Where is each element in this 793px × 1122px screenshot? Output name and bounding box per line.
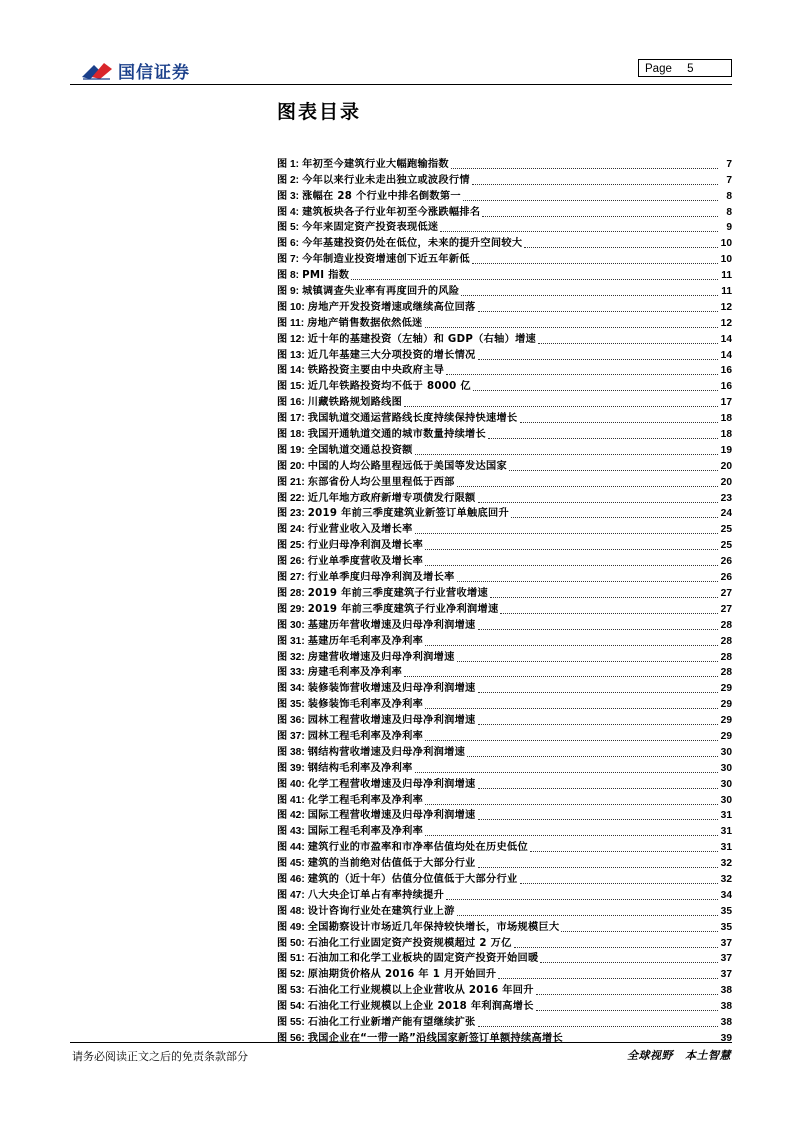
toc-entry-leader	[478, 819, 718, 820]
toc-entry[interactable]	[277, 266, 732, 282]
toc-entry-page: 28	[720, 635, 732, 647]
toc-entry-label: 图 30:	[277, 619, 305, 631]
toc-entry-label: 图 19:	[277, 444, 305, 456]
toc-entry-page: 26	[720, 556, 732, 568]
toc-entry-label: 图 42:	[277, 810, 305, 822]
brand-logo-icon	[80, 59, 114, 81]
toc-entry-leader	[461, 295, 718, 296]
footer-divider	[70, 1042, 732, 1043]
toc-entry-leader	[425, 804, 718, 805]
toc-entry-title: 石油化工行业规模以上企业营收从 2016 年回升	[307, 985, 534, 997]
toc-entry-label: 图 35:	[277, 699, 305, 711]
toc-entry-title: 铁路投资主要由中央政府主导	[307, 365, 445, 377]
toc-entry-page: 24	[720, 508, 732, 520]
toc-entry[interactable]	[277, 743, 732, 759]
toc-entry-page: 18	[720, 413, 732, 425]
page-number: 5	[687, 63, 694, 75]
toc-entry-page: 9	[726, 222, 732, 234]
toc-entry[interactable]	[277, 679, 732, 695]
toc-entry[interactable]	[277, 155, 732, 171]
toc-entry-page: 23	[720, 492, 732, 504]
toc-entry-leader	[478, 311, 718, 312]
toc-entry-leader	[425, 565, 718, 566]
toc-entry-leader	[520, 422, 719, 423]
toc-entry-page: 38	[720, 1001, 732, 1013]
toc-entry-page: 34	[720, 889, 732, 901]
toc-entry-title: 涨幅在 28 个行业中排名倒数第一	[302, 190, 461, 202]
toc-entry-label: 图 15:	[277, 381, 305, 393]
toc-entry-page: 35	[720, 921, 732, 933]
brand-name: 国信证券	[118, 62, 190, 83]
toc-entry-leader	[425, 549, 718, 550]
toc-entry-page: 11	[721, 270, 732, 282]
toc-entry-page: 31	[720, 810, 732, 822]
toc-entry-label: 图 38:	[277, 746, 305, 758]
toc-entry[interactable]	[277, 219, 732, 235]
toc-entry-title: 行业营业收入及增长率	[307, 524, 413, 536]
toc-entry-leader	[478, 867, 718, 868]
toc-entry-label: 图 11:	[277, 317, 305, 329]
toc-entry-label: 图 21:	[277, 476, 305, 488]
toc-entry-page: 19	[720, 444, 732, 456]
toc-entry-title: 建筑的（近十年）估值分位值低于大部分行业	[307, 873, 518, 885]
toc-entry-page: 12	[720, 317, 732, 329]
toc-entry[interactable]	[277, 536, 732, 552]
toc-entry-leader	[404, 676, 718, 677]
toc-entry-leader	[425, 327, 718, 328]
page-title: 图表目录	[277, 101, 362, 123]
toc-entry-title: 房地产销售数据依然低迷	[307, 317, 423, 329]
toc-entry[interactable]	[277, 997, 732, 1013]
toc-entry-leader	[540, 962, 718, 963]
toc-entry-title: 化学工程毛利率及净利率	[307, 794, 424, 806]
toc-entry-title: 2019 年前三季度建筑子行业净利润增速	[307, 603, 499, 615]
toc-entry-title: 国际工程营收增速及归母净利润增速	[307, 810, 476, 822]
toc-entry-leader	[498, 978, 718, 979]
toc-entry-label: 图 52:	[277, 969, 305, 981]
toc-entry-title: 近几年铁路投资均不低于 8000 亿	[307, 381, 471, 393]
toc-entry-leader	[478, 692, 718, 693]
toc-entry-label: 图 3:	[277, 190, 300, 202]
toc-entry-label: 图 16:	[277, 397, 305, 409]
toc-entry-title: 钢结构营收增速及归母净利润增速	[307, 746, 466, 758]
toc-entry[interactable]	[277, 838, 732, 854]
toc-entry[interactable]	[277, 981, 732, 997]
toc-entry[interactable]	[277, 298, 732, 314]
toc-entry[interactable]	[277, 282, 732, 298]
toc-entry-label: 图 36:	[277, 715, 305, 727]
toc-entry-title: 石油化工行业固定资产投资规模超过 2 万亿	[307, 937, 512, 949]
toc-entry-page: 25	[720, 524, 732, 536]
toc-entry[interactable]	[277, 234, 732, 250]
toc-entry-label: 图 7:	[277, 254, 300, 266]
toc-entry-label: 图 44:	[277, 842, 305, 854]
toc-entry-leader	[440, 231, 718, 232]
toc-entry-page: 7	[726, 174, 732, 186]
toc-entry-page: 16	[720, 381, 732, 393]
toc-entry[interactable]	[277, 822, 732, 838]
toc-entry-label: 图 53:	[277, 985, 305, 997]
toc-entry-leader	[482, 216, 718, 217]
toc-entry[interactable]	[277, 171, 732, 187]
toc-entry-label: 图 14:	[277, 365, 305, 377]
toc-entry-title: 基建历年毛利率及净利率	[307, 635, 424, 647]
toc-entry-leader	[457, 661, 718, 662]
toc-entry-title: 石油化工行业新增产能有望继续扩张	[307, 1016, 476, 1028]
toc-entry-title: 川藏铁路规划路线图	[307, 397, 403, 409]
toc-entry-title: 今年基建投资仍处在低位，未来的提升空间较大	[302, 238, 523, 250]
toc-entry-leader	[478, 788, 718, 789]
toc-entry-page: 31	[720, 826, 732, 838]
toc-entry-leader	[415, 772, 718, 773]
toc-entry-page: 11	[721, 286, 732, 298]
toc-entry-label: 图 6:	[277, 238, 300, 250]
toc-entry-label: 图 25:	[277, 540, 305, 552]
toc-entry-page: 29	[720, 715, 732, 727]
toc-entry-page: 16	[720, 365, 732, 377]
toc-entry[interactable]	[277, 187, 732, 203]
toc-entry-label: 图 1:	[277, 158, 300, 170]
toc-entry-title: 行业单季度归母净利润及增长率	[307, 572, 455, 584]
brand-logo	[80, 58, 190, 82]
footer-slogan	[627, 1047, 731, 1063]
toc-entry-leader	[415, 454, 718, 455]
toc-entry-title: 东部省份人均公里里程低于西部	[307, 476, 455, 488]
toc-entry-page: 30	[720, 794, 732, 806]
toc-entry-label: 图 18:	[277, 429, 305, 441]
toc-entry-title: 行业单季度营收及增长率	[307, 556, 424, 568]
toc-entry-label: 图 20:	[277, 460, 305, 472]
toc-entry-page: 8	[726, 206, 732, 218]
toc-entry-leader	[478, 724, 718, 725]
toc-entry-page: 29	[720, 699, 732, 711]
toc-entry-page: 10	[720, 238, 732, 250]
toc-entry[interactable]	[277, 409, 732, 425]
toc-entry[interactable]	[277, 520, 732, 536]
toc-entry-title: 设计咨询行业处在建筑行业上游	[307, 905, 455, 917]
toc-entry-label: 图 48:	[277, 905, 305, 917]
toc-entry-label: 图 24:	[277, 524, 305, 536]
toc-entry-leader	[511, 517, 718, 518]
toc-entry[interactable]	[277, 807, 732, 823]
toc-entry-label: 图 33:	[277, 667, 305, 679]
toc-entry-leader	[425, 835, 718, 836]
toc-entry-title: 钢结构毛利率及净利率	[307, 762, 413, 774]
toc-entry[interactable]	[277, 441, 732, 457]
toc-entry[interactable]	[277, 505, 732, 521]
toc-entry-page: 8	[726, 190, 732, 202]
toc-entry[interactable]	[277, 568, 732, 584]
toc-entry-leader	[538, 343, 718, 344]
toc-entry[interactable]	[277, 489, 732, 505]
toc-entry[interactable]	[277, 425, 732, 441]
toc-entry[interactable]	[277, 727, 732, 743]
toc-entry-leader	[524, 247, 718, 248]
header-divider	[70, 84, 732, 85]
toc-entry-page: 29	[720, 683, 732, 695]
toc-entry-label: 图 9:	[277, 286, 300, 298]
toc-entry-title: 2019 年前三季度建筑业新签订单触底回升	[307, 508, 509, 520]
page-indicator	[638, 59, 732, 77]
toc-entry-title: 房地产开发投资增速或继续高位回落	[307, 301, 476, 313]
toc-entry[interactable]	[277, 250, 732, 266]
toc-entry-title: 我国企业在“一带一路”沿线国家新签订单额持续高增长	[307, 1032, 563, 1044]
toc-entry-page: 14	[720, 349, 732, 361]
toc-entry-page: 37	[720, 937, 732, 949]
toc-entry-label: 图 32:	[277, 651, 305, 663]
toc-entry-leader	[478, 629, 718, 630]
toc-entry-label: 图 37:	[277, 730, 305, 742]
toc-entry-title: 建筑行业的市盈率和市净率估值均处在历史低位	[307, 842, 528, 854]
footer-slogan-1: 全球视野	[627, 1049, 673, 1062]
toc-entry[interactable]	[277, 711, 732, 727]
page-label: Page	[645, 63, 672, 75]
toc-entry-page: 25	[720, 540, 732, 552]
toc-entry-label: 图 55:	[277, 1016, 305, 1028]
toc-entry-title: 园林工程营收增速及归母净利润增速	[307, 715, 476, 727]
toc-entry-label: 图 22:	[277, 492, 305, 504]
toc-entry-page: 39	[720, 1032, 732, 1044]
toc-entry-leader	[457, 915, 718, 916]
toc-entry-leader	[351, 279, 718, 280]
toc-entry-label: 图 29:	[277, 603, 305, 615]
toc-entry-leader	[514, 947, 718, 948]
toc-entry-leader	[472, 263, 718, 264]
toc-entry[interactable]	[277, 473, 732, 489]
toc-entry[interactable]	[277, 918, 732, 934]
toc-entry-leader	[561, 931, 718, 932]
toc-entry-title: 房建毛利率及净利率	[307, 667, 403, 679]
toc-entry-label: 图 23:	[277, 508, 305, 520]
toc-entry-leader	[536, 994, 718, 995]
footer-slogan-2: 本土智慧	[685, 1049, 731, 1062]
toc-entry-leader	[467, 756, 718, 757]
toc-entry[interactable]	[277, 695, 732, 711]
toc-entry-label: 图 27:	[277, 572, 305, 584]
toc-entry-label: 图 46:	[277, 873, 305, 885]
toc-entry-label: 图 54:	[277, 1001, 305, 1013]
toc-entry[interactable]	[277, 632, 732, 648]
toc-entry-leader	[500, 613, 718, 614]
toc-entry-leader	[478, 359, 718, 360]
toc-entry-label: 图 26:	[277, 556, 305, 568]
toc-entry-title: 房建营收增速及归母净利润增速	[307, 651, 455, 663]
toc-entry[interactable]	[277, 616, 732, 632]
toc-entry-page: 18	[720, 429, 732, 441]
toc-entry[interactable]	[277, 552, 732, 568]
toc-entry-title: 今年制造业投资增速创下近五年新低	[302, 254, 470, 266]
toc-entry-label: 图 51:	[277, 953, 305, 965]
toc-entry-page: 28	[720, 651, 732, 663]
toc-entry-page: 26	[720, 572, 732, 584]
toc-entry-title: 建筑板块各子行业年初至今涨跌幅排名	[302, 206, 481, 218]
toc-entry-title: 原油期货价格从 2016 年 1 月开始回升	[307, 969, 497, 981]
toc-entry[interactable]	[277, 965, 732, 981]
figure-index-list	[277, 155, 732, 1045]
toc-entry[interactable]	[277, 648, 732, 664]
toc-entry[interactable]	[277, 934, 732, 950]
toc-entry-page: 37	[720, 969, 732, 981]
toc-entry-title: 装修装饰毛利率及净利率	[307, 699, 424, 711]
toc-entry-leader	[530, 851, 718, 852]
toc-entry-title: PMI 指数	[302, 270, 350, 282]
toc-entry-leader	[415, 533, 718, 534]
toc-entry[interactable]	[277, 886, 732, 902]
page-header	[70, 55, 732, 85]
toc-entry-title: 2019 年前三季度建筑子行业营收增速	[307, 587, 488, 599]
toc-entry[interactable]	[277, 1013, 732, 1029]
toc-entry-page: 14	[720, 333, 732, 345]
toc-entry-title: 中国的人均公路里程远低于美国等发达国家	[307, 460, 508, 472]
toc-entry-title: 城镇调查失业率有再度回升的风险	[302, 286, 460, 298]
toc-entry-label: 图 10:	[277, 301, 305, 313]
toc-entry-page: 38	[720, 1016, 732, 1028]
toc-entry-label: 图 31:	[277, 635, 305, 647]
toc-entry-label: 图 41:	[277, 794, 305, 806]
toc-entry[interactable]	[277, 775, 732, 791]
toc-entry[interactable]	[277, 314, 732, 330]
toc-entry-page: 30	[720, 762, 732, 774]
toc-entry[interactable]	[277, 330, 732, 346]
toc-entry-leader	[478, 1026, 718, 1027]
toc-entry-title: 石油加工和化学工业板块的固定资产投资开始回暖	[307, 953, 539, 965]
toc-entry-page: 27	[720, 603, 732, 615]
toc-entry-label: 图 8:	[277, 270, 300, 282]
toc-entry-page: 32	[720, 873, 732, 885]
toc-entry[interactable]	[277, 377, 732, 393]
toc-entry-leader	[451, 168, 718, 169]
toc-entry[interactable]	[277, 346, 732, 362]
toc-entry-page: 28	[720, 667, 732, 679]
toc-entry-label: 图 39:	[277, 762, 305, 774]
toc-entry[interactable]	[277, 203, 732, 219]
toc-entry-leader	[472, 184, 718, 185]
footer-disclaimer: 请务必阅读正文之后的免责条款部分	[72, 1050, 248, 1063]
toc-entry-leader	[463, 200, 718, 201]
toc-entry-label: 图 34:	[277, 683, 305, 695]
toc-entry[interactable]	[277, 791, 732, 807]
toc-entry-label: 图 49:	[277, 921, 305, 933]
toc-entry-page: 30	[720, 746, 732, 758]
toc-entry-title: 我国轨道交通运营路线长度持续保持快速增长	[307, 413, 518, 425]
toc-entry-leader	[425, 645, 718, 646]
toc-entry-leader	[404, 406, 718, 407]
toc-entry-title: 全国轨道交通总投资额	[307, 444, 413, 456]
toc-entry-label: 图 17:	[277, 413, 305, 425]
toc-entry-title: 石油化工行业规模以上企业 2018 年利润高增长	[307, 1001, 534, 1013]
toc-entry[interactable]	[277, 870, 732, 886]
toc-entry[interactable]	[277, 902, 732, 918]
toc-entry-label: 图 2:	[277, 174, 300, 186]
toc-entry[interactable]	[277, 854, 732, 870]
toc-entry-page: 38	[720, 985, 732, 997]
toc-entry-title: 园林工程毛利率及净利率	[307, 730, 424, 742]
toc-entry-title: 近几年基建三大分项投资的增长情况	[307, 349, 476, 361]
toc-entry-title: 基建历年营收增速及归母净利润增速	[307, 619, 476, 631]
toc-entry-leader	[509, 470, 718, 471]
toc-entry-label: 图 45:	[277, 858, 305, 870]
toc-entry[interactable]	[277, 362, 732, 378]
toc-entry-page: 32	[720, 858, 732, 870]
toc-entry-leader	[473, 390, 718, 391]
toc-entry-title: 化学工程营收增速及归母净利润增速	[307, 778, 476, 790]
toc-entry-page: 28	[720, 619, 732, 631]
toc-entry-leader	[457, 581, 718, 582]
toc-entry-title: 行业归母净利润及增长率	[307, 540, 424, 552]
toc-entry-label: 图 28:	[277, 587, 305, 599]
toc-entry-label: 图 50:	[277, 937, 305, 949]
toc-entry-page: 10	[720, 254, 732, 266]
toc-entry-leader	[520, 883, 719, 884]
toc-entry[interactable]	[277, 759, 732, 775]
toc-entry-page: 30	[720, 778, 732, 790]
toc-entry-leader	[478, 502, 718, 503]
toc-entry-leader	[488, 438, 718, 439]
toc-entry-title: 今年来固定资产投资表现低迷	[302, 222, 439, 234]
toc-entry-title: 八大央企订单占有率持续提升	[307, 889, 445, 901]
toc-entry-leader	[490, 597, 718, 598]
toc-entry-leader	[425, 708, 718, 709]
toc-entry-page: 7	[726, 158, 732, 170]
toc-entry-title: 今年以来行业未走出独立或波段行情	[302, 174, 470, 186]
toc-entry-label: 图 5:	[277, 222, 300, 234]
toc-entry-leader	[446, 899, 718, 900]
toc-entry-title: 近几年地方政府新增专项债发行限额	[307, 492, 476, 504]
toc-entry-leader	[457, 486, 718, 487]
toc-entry[interactable]	[277, 664, 732, 680]
toc-entry-label: 图 56:	[277, 1032, 305, 1044]
toc-entry-leader	[536, 1010, 718, 1011]
toc-entry-title: 装修装饰营收增速及归母净利润增速	[307, 683, 476, 695]
toc-entry-page: 20	[720, 476, 732, 488]
toc-entry-label: 图 40:	[277, 778, 305, 790]
toc-entry-label: 图 43:	[277, 826, 305, 838]
toc-entry[interactable]	[277, 600, 732, 616]
toc-entry-title: 年初至今建筑行业大幅跑输指数	[302, 158, 449, 170]
toc-entry-label: 图 4:	[277, 206, 300, 218]
toc-entry-label: 图 47:	[277, 889, 305, 901]
toc-entry-title: 全国勘察设计市场近几年保持较快增长，市场规模巨大	[307, 921, 560, 933]
toc-entry[interactable]	[277, 950, 732, 966]
toc-entry-leader	[425, 740, 718, 741]
toc-entry-leader	[446, 374, 718, 375]
toc-entry-page: 17	[720, 397, 732, 409]
toc-entry-title: 建筑的当前绝对估值低于大部分行业	[307, 858, 476, 870]
toc-entry-page: 12	[720, 301, 732, 313]
toc-entry[interactable]	[277, 393, 732, 409]
toc-entry-page: 35	[720, 905, 732, 917]
toc-entry-title: 近十年的基建投资（左轴）和 GDP（右轴）增速	[307, 333, 537, 345]
toc-entry-label: 图 13:	[277, 349, 305, 361]
toc-entry-page: 29	[720, 730, 732, 742]
toc-entry[interactable]	[277, 584, 732, 600]
toc-entry-page: 20	[720, 460, 732, 472]
toc-entry-title: 国际工程毛利率及净利率	[307, 826, 424, 838]
toc-entry-page: 31	[720, 842, 732, 854]
toc-entry[interactable]	[277, 457, 732, 473]
toc-entry-page: 27	[720, 587, 732, 599]
toc-entry-page: 37	[720, 953, 732, 965]
toc-entry-label: 图 12:	[277, 333, 305, 345]
toc-entry-title: 我国开通轨道交通的城市数量持续增长	[307, 429, 487, 441]
